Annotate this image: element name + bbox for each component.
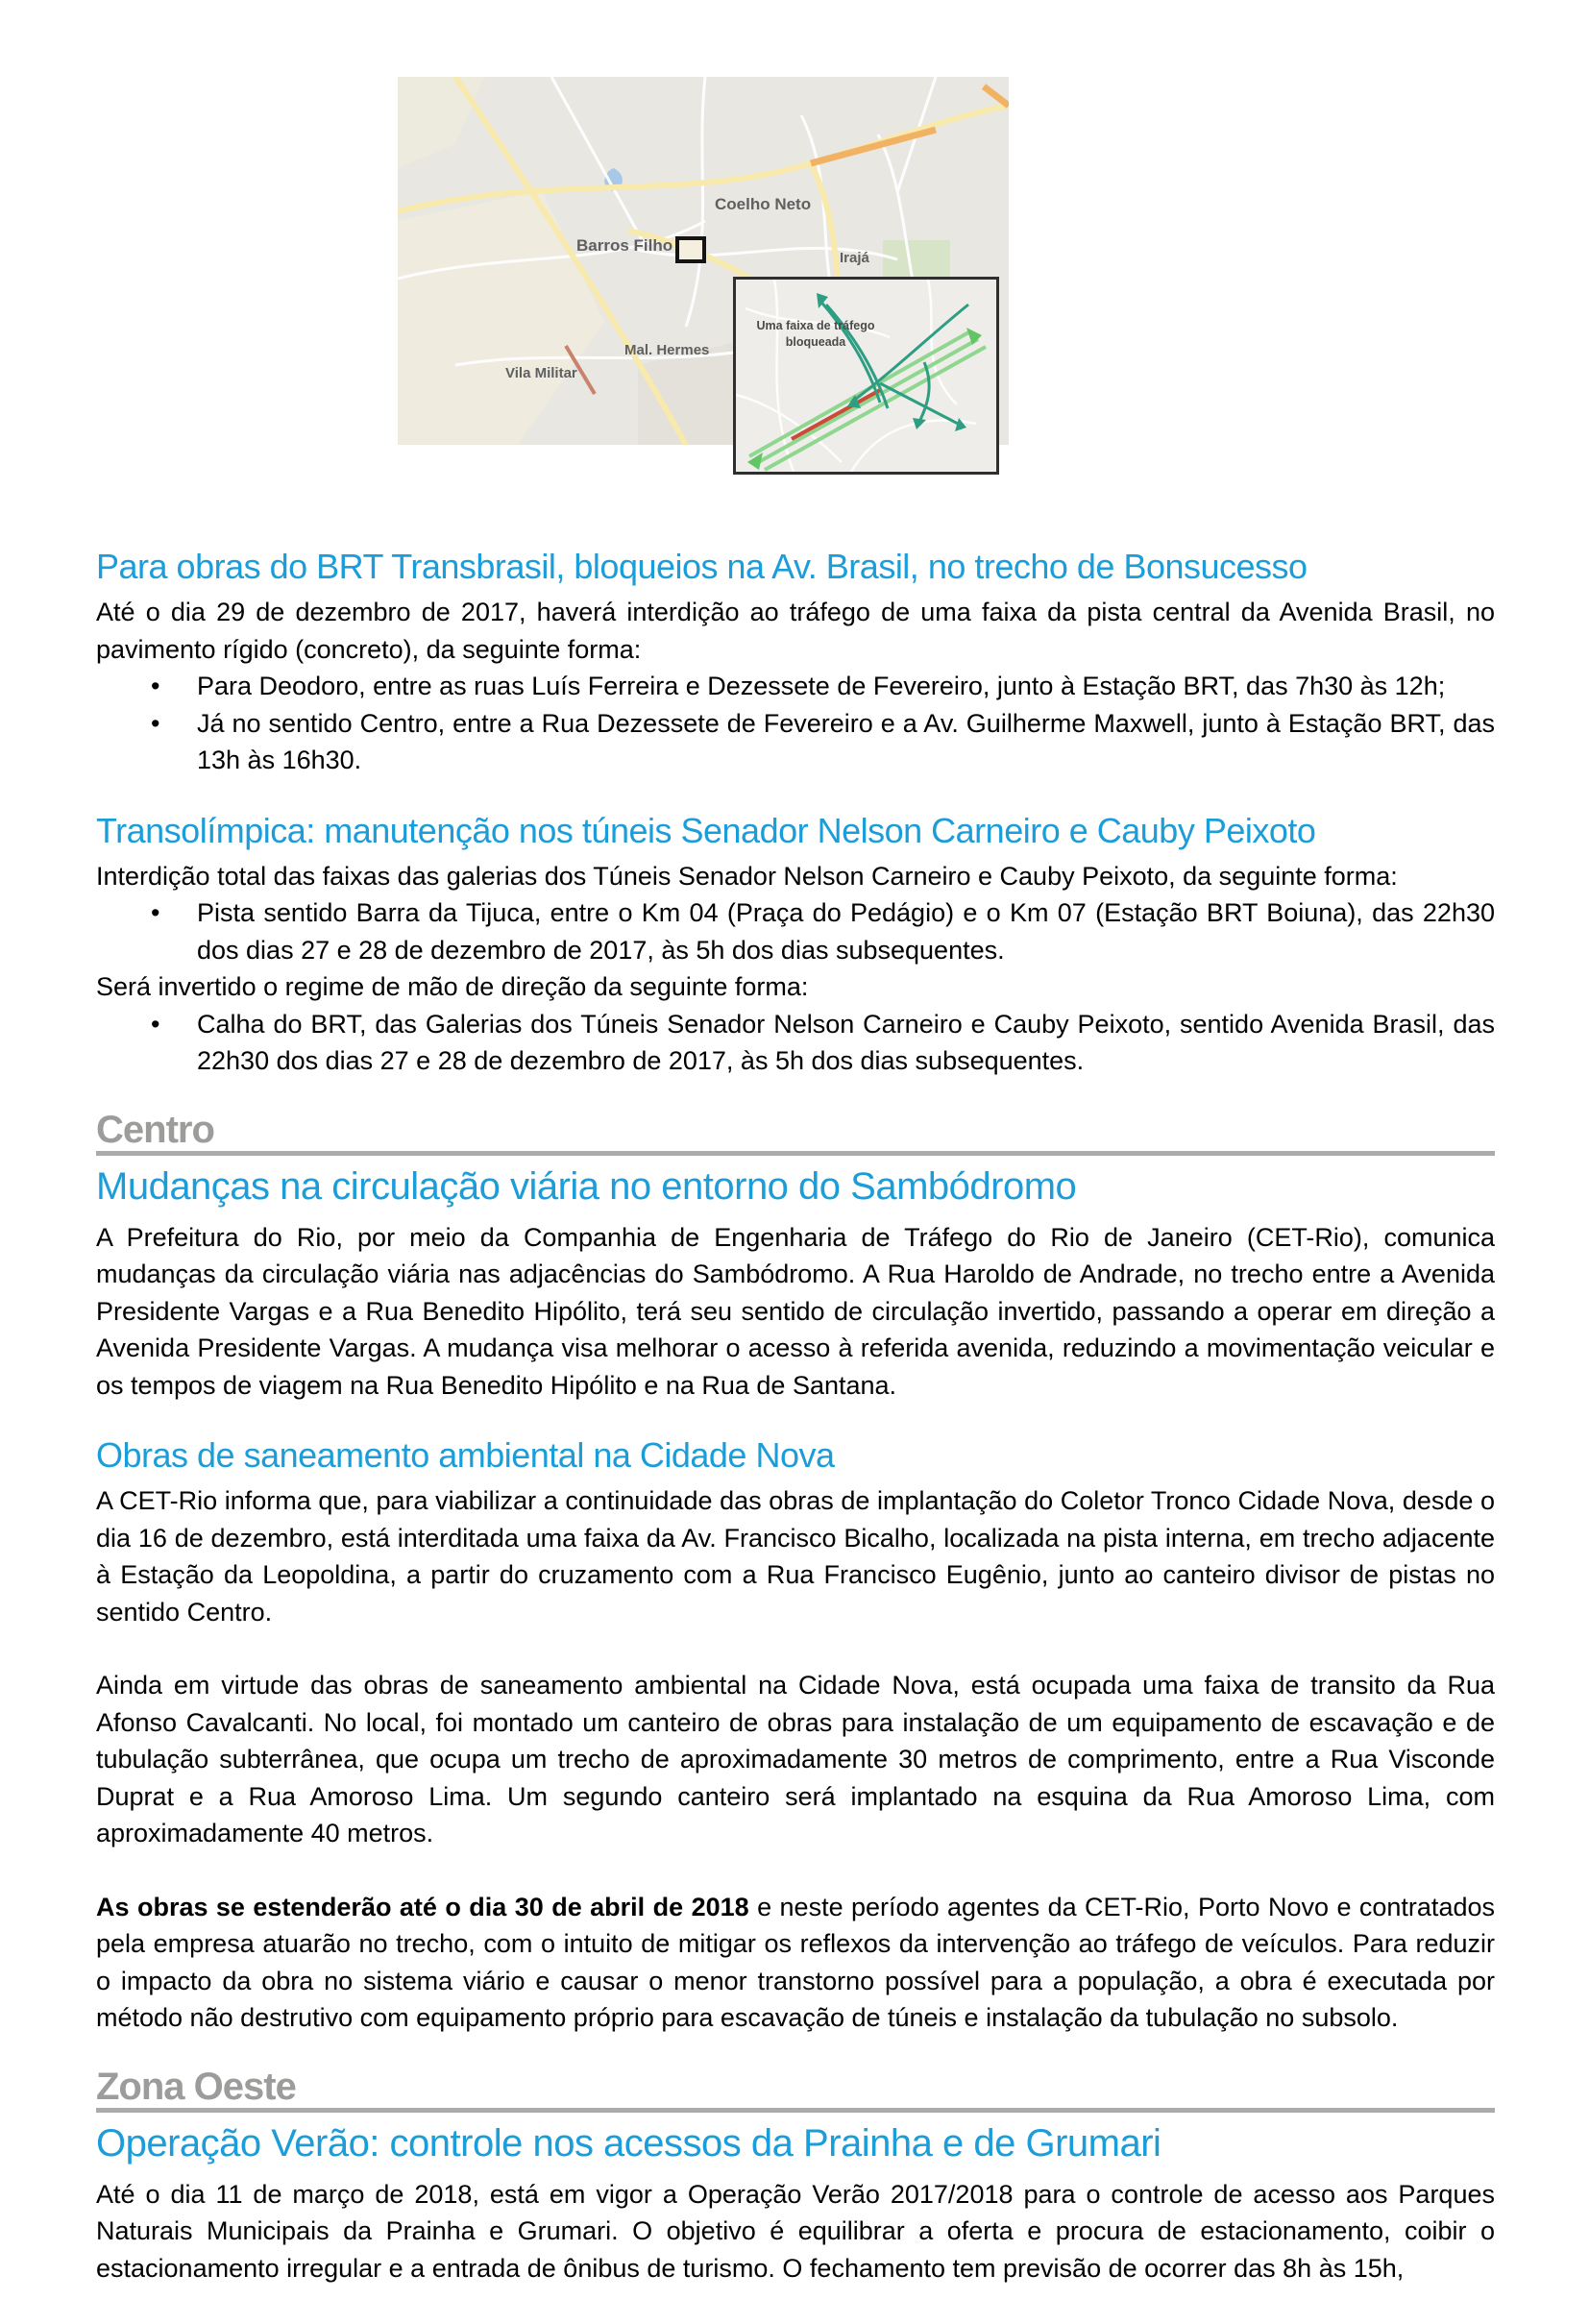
map-label-coelho-neto: Coelho Neto [715,195,812,213]
bullet-list [96,1006,1495,1080]
bullet-list [96,894,1495,968]
traffic-map-figure [0,77,1589,475]
bullet-item: • Pista sentido Barra da Tijuca, entre o Km 04 (Praça do Pedágio) e o Km 07 (Estação BRT Boiuna), das 22h30 dos dias 27 e 28 de dezembro de 2017, às 5h dos dias subsequentes. [96,894,1495,968]
section-paragraph: A Prefeitura do Rio, por meio da Companhia de Engenharia de Tráfego do Rio de Janeiro (CET-Rio), comunica mudanças da circulação viária nas adjacências do Sambódromo. A Rua Haroldo de Andrade, no trecho entre a Avenida Presidente Vargas e a Rua Benedito Hipólito, terá seu sentido de circulação invertido, passando a operar em direção a Avenida Presidente Vargas. A mudança visa melhorar o acesso à referida avenida, reduzindo a movimentação veicular e os tempos de viagem na Rua Benedito Hipólito e na Rua de Santana. [96,1222,1495,1400]
map-label-iraja: Irajá [840,250,869,266]
section-heading: Para obras do BRT Transbrasil, bloqueios na Av. Brasil, no trecho de Bonsucesso [96,547,1308,586]
section-paragraph: Até o dia 11 de março de 2018, está em vigor a Operação Verão 2017/2018 para o controle de acesso aos Parques Naturais Municipais da Prainha e Grumari. O objetivo é equilibrar a oferta e procura de estacionamento, coibir o estacionamento irregular e a entrada de ônibus de turismo. O fechamento tem previsão de ocorrer das 8h às 15h, [96,2179,1495,2283]
inset-caption: Uma faixa de tráfego bloqueada [756,319,875,349]
blocked-lane-inset-map [733,277,999,475]
section-heading: Transolímpica: manutenção nos túneis Senador Nelson Carneiro e Cauby Peixoto [96,810,1316,850]
section-paragraph: Até o dia 29 de dezembro de 2017, haverá interdição ao tráfego de uma faixa da pista central da Avenida Brasil, no pavimento rígido (concreto), da seguinte forma: [96,598,1495,664]
section-operacao-verao [96,2120,1495,2287]
map-highlight-rectangle [675,236,706,263]
inset-map-graphic [736,280,996,472]
section-paragraph: Ainda em virtude das obras de saneamento ambiental na Cidade Nova, está ocupada uma faixa de transito da Rua Afonso Cavalcanti. No local, foi montado um canteiro de obras para instalação de um equipamento de escavação e de tubulação subterrânea, que ocupa um trecho de aproximadamente 30 metros de comprimento, entre a Rua Visconde Duprat e a Rua Amoroso Lima. Um segundo canteiro será implantado na esquina da Rua Amoroso Lima, com aproximadamente 40 metros. [96,1671,1495,1847]
bullet-item: • Calha do BRT, das Galerias dos Túneis Senador Nelson Carneiro e Cauby Peixoto, sentido Avenida Brasil, das 22h30 dos dias 27 e 28 de dezembro de 2017, às 5h dos dias subsequentes. [96,1006,1495,1080]
zone-label: Centro [96,1108,214,1151]
section-sambodromo [96,1163,1495,1405]
section-paragraph: Será invertido o regime de mão de direção da seguinte forma: [96,972,809,1001]
section-saneamento-cidade-nova [96,1434,1495,2037]
section-heading: Mudanças na circulação viária no entorno do Sambódromo [96,1164,1077,1208]
section-transolimpica [96,810,1495,1080]
bullet-list [96,668,1495,779]
section-heading: Obras de saneamento ambiental na Cidade Nova [96,1435,835,1475]
section-paragraph [96,1889,1495,2037]
bold-run: As obras se estenderão até o dia 30 de abril de 2018 [96,1892,749,1921]
document-page [0,546,1589,2287]
section-heading: Operação Verão: controle nos acessos da Prainha e de Grumari [96,2121,1161,2165]
bullet-item: • Já no sentido Centro, entre a Rua Dezessete de Fevereiro e a Av. Guilherme Maxwell, junto à Estação BRT, das 13h às 16h30. [96,705,1495,779]
zone-divider [96,1151,1495,1156]
map-label-vila-militar: Vila Militar [505,365,577,381]
map-label-mal-hermes: Mal. Hermes [624,342,710,358]
map-label-barros-filho: Barros Filho [576,236,673,255]
section-paragraph: Interdição total das faixas das galerias dos Túneis Senador Nelson Carneiro e Cauby Peixoto, da seguinte forma: [96,861,1398,891]
zone-divider [96,2108,1495,2113]
bullet-item: • Para Deodoro, entre as ruas Luís Ferreira e Dezessete de Fevereiro, junto à Estação BRT, das 7h30 às 12h; [96,668,1495,705]
paragraph-rest: e neste período agentes da CET-Rio, Porto Novo e contratados pela empresa atuarão no trecho, com o intuito de mitigar os reflexos da intervenção ao tráfego de veículos. Para reduzir o impacto da obra no sistema viário e causar o menor transtorno possível para a população, a obra é executada por método não destrutivo com equipamento próprio para escavação de túneis e instalação da tubulação no subsolo. [96,1892,1495,2032]
section-paragraph: A CET-Rio informa que, para viabilizar a continuidade das obras de implantação do Coletor Tronco Cidade Nova, desde o dia 16 de dezembro, está interditada uma faixa da Av. Francisco Bicalho, localizada na pista interna, em trecho adjacente à Estação da Leopoldina, a partir do cruzamento com a Rua Francisco Eugênio, junto ao canteiro divisor de pistas no sentido Centro. [96,1486,1495,1627]
zone-header-zona-oeste [96,2066,1495,2113]
zone-header-centro [96,1109,1495,1156]
section-brt-transbrasil [96,546,1495,779]
zone-label: Zona Oeste [96,2065,296,2108]
